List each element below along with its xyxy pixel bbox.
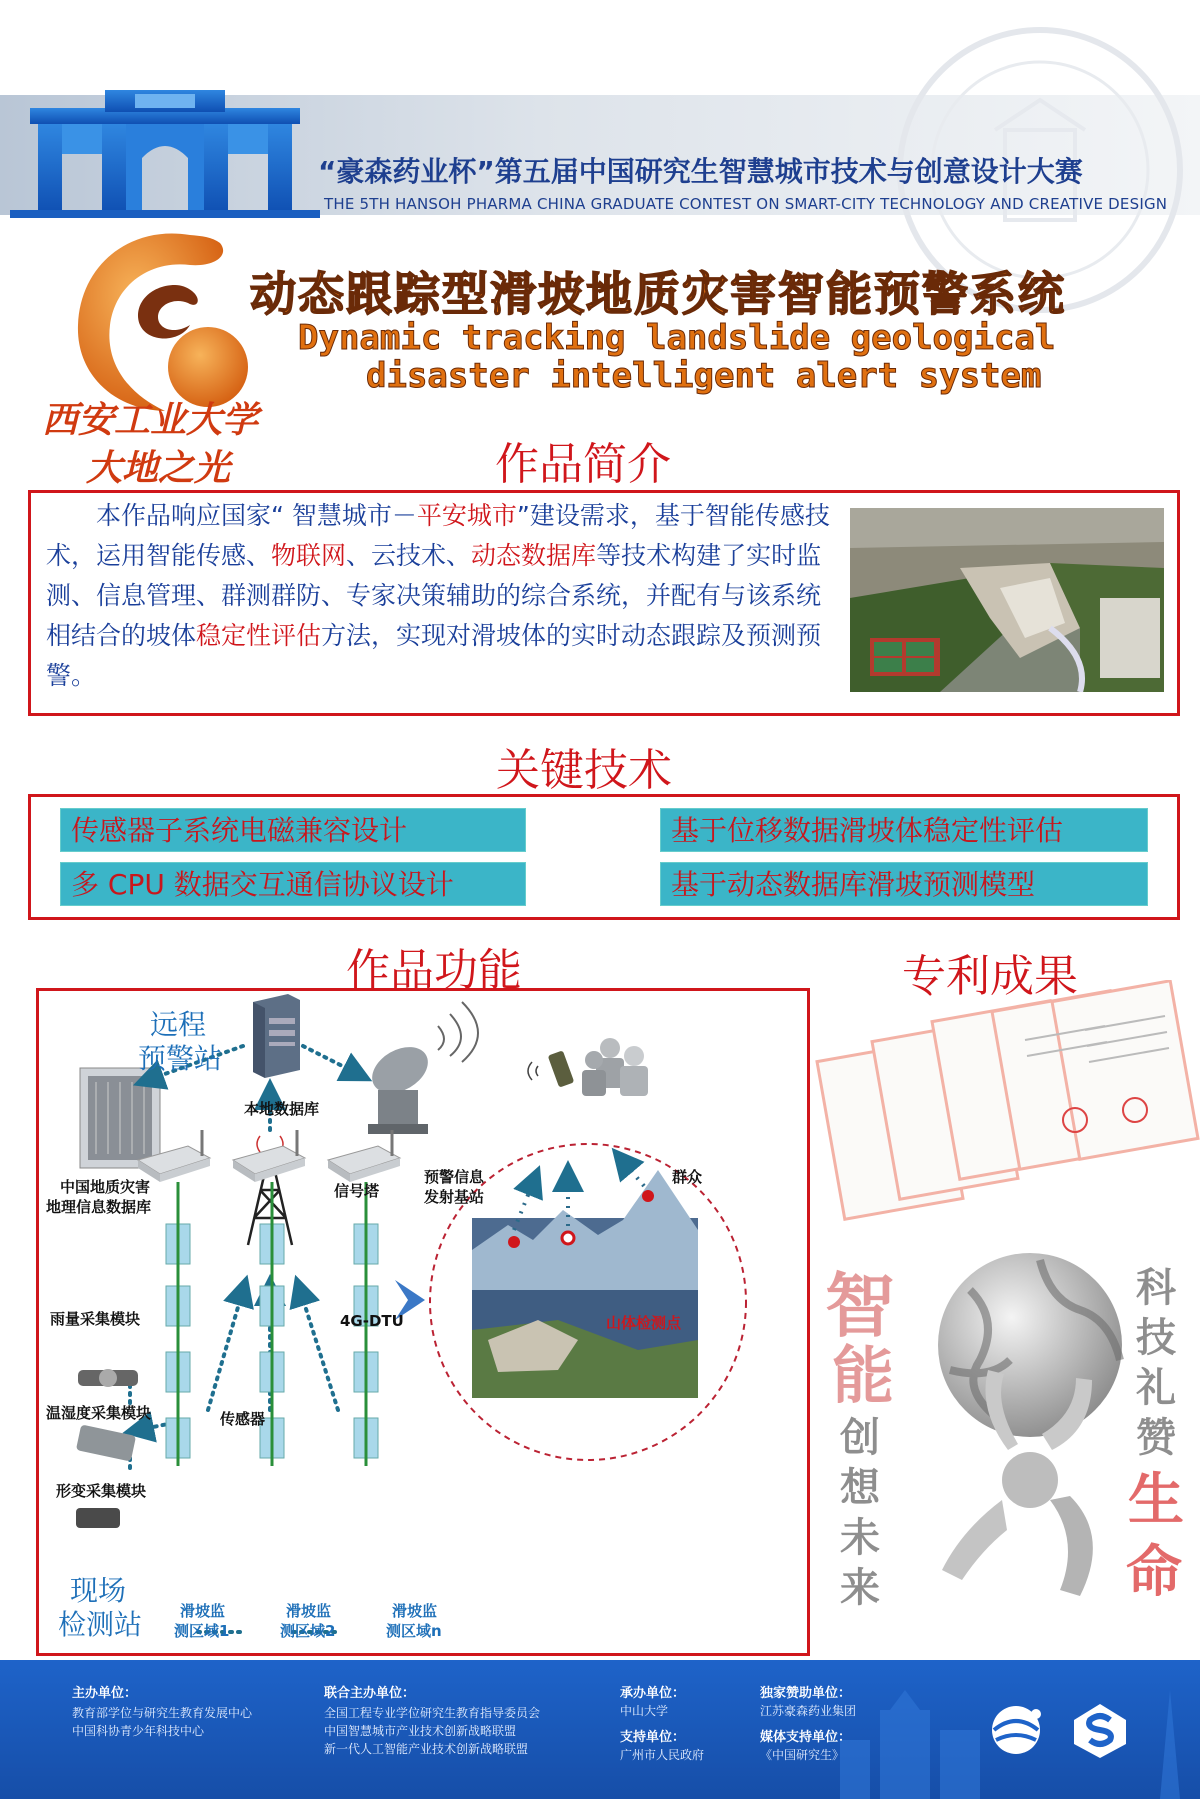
organizer-label: 承办单位： — [620, 1686, 686, 1701]
school-name: 西安工业大学 — [42, 399, 259, 441]
local-database-server-icon — [253, 994, 300, 1078]
support-line-1: 广州市人民政府 — [620, 1748, 705, 1762]
zone-2-label-a: 滑坡监 — [286, 1602, 332, 1620]
dtu-router-icon — [233, 1130, 305, 1182]
field-station-label-1: 现场 — [70, 1574, 127, 1607]
contest-globe-logo — [984, 1700, 1054, 1760]
host-label: 主办单位： — [72, 1686, 138, 1701]
key-tech-item: 基于动态数据库滑坡预测模型 — [660, 862, 1148, 906]
calligraphy-right-4: 赞 — [1136, 1414, 1176, 1461]
alert-base-label-1: 预警信息 — [424, 1168, 485, 1186]
sensor-chain-cable — [178, 1182, 366, 1466]
public-people-icon — [528, 1038, 648, 1096]
university-gate-logo — [10, 78, 320, 218]
field-station-label-2: 检测站 — [58, 1608, 143, 1641]
cohost-line-3: 新一代人工智能产业技术创新战略联盟 — [324, 1742, 529, 1756]
project-title-en-line2: disaster intelligent alert system — [366, 356, 1042, 396]
intro-text-7: 等技术构建了实时监测、信息管理、群测群防、专家决策辅助的综合系统，并配有与该系统相结合的坡体 — [46, 541, 822, 650]
calligraphy-left-5: 未 — [840, 1514, 880, 1561]
team-logo — [70, 225, 260, 415]
media-line-1: 《中国研究生》 — [760, 1748, 845, 1762]
calligraphy-left-6: 来 — [840, 1564, 880, 1611]
intro-highlight-safe-city: 平安城市 — [416, 501, 517, 530]
footer-sponsors — [0, 1660, 1200, 1799]
media-label: 媒体支持单位： — [760, 1730, 852, 1745]
system-architecture-diagram — [38, 990, 808, 1654]
intro-text-5: 、云技术、 — [346, 541, 472, 570]
calligraphy-left-2: 能 — [832, 1339, 895, 1412]
patent-certificates-image — [815, 980, 1200, 1225]
sponsor-line-1: 江苏豪森药业集团 — [760, 1704, 857, 1718]
dtu-label: 4G-DTU — [340, 1312, 404, 1330]
intro-highlight-dynamic-db: 动态数据库 — [471, 541, 597, 570]
zone-1-label-b: 测区域1 — [174, 1622, 230, 1640]
project-title-cn: 动态跟踪型滑坡地质灾害智能预警系统 — [250, 267, 1066, 321]
sponsor-label: 独家赞助单位： — [760, 1686, 852, 1701]
cohost-line-1: 全国工程专业学位研究生教育指导委员会 — [324, 1706, 541, 1720]
humidity-module-icon — [76, 1424, 136, 1461]
contest-title-cn: “豪森药业杯”第五届中国研究生智慧城市技术与创意设计大赛 — [318, 155, 1083, 188]
patent-heading: 专利成果 — [902, 951, 1078, 1002]
team-name: 大地之光 — [86, 447, 231, 489]
signal-tower-label: 信号塔 — [334, 1182, 380, 1200]
calligraphy-left-1: 智 — [825, 1264, 895, 1347]
remote-station-label-1: 远程 — [150, 1008, 207, 1041]
calligraphy-left-3: 创 — [840, 1414, 880, 1461]
calligraphy-right-1: 科 — [1136, 1264, 1176, 1311]
landslide-aerial-photo — [850, 508, 1164, 692]
intro-text-9: 方法，实现对滑坡体的实时动态跟踪及预测预警。 — [46, 621, 822, 690]
rain-module-icon — [78, 1369, 138, 1387]
calligraphy-right-6: 命 — [1126, 1539, 1182, 1605]
deformation-module-label: 形变采集模块 — [56, 1482, 147, 1500]
support-label: 支持单位： — [620, 1730, 686, 1745]
calligraphy-left-4: 想 — [840, 1464, 880, 1511]
rain-module-label: 雨量采集模块 — [50, 1310, 141, 1328]
key-tech-item: 基于位移数据滑坡体稳定性评估 — [660, 808, 1148, 852]
project-title-en-line1: Dynamic tracking landslide geological — [298, 318, 1056, 358]
function-heading: 作品功能 — [346, 945, 522, 996]
dtu-router-icon — [328, 1130, 400, 1182]
mountain-point-label: 山体检测点 — [606, 1314, 682, 1332]
deformation-module-icon — [76, 1508, 120, 1528]
humidity-module-label: 温湿度采集模块 — [46, 1404, 152, 1422]
contest-title-en: THE 5TH HANSOH PHARMA CHINA GRADUATE CONTEST ON SMART-CITY TECHNOLOGY AND CREATIVE DESIGN — [324, 195, 1168, 213]
host-line-2: 中国科协青少年科技中心 — [72, 1724, 205, 1738]
zone-n-label-b: 测区域n — [386, 1622, 442, 1640]
geo-database-server-icon — [80, 1068, 160, 1168]
zone-2-label-b: 测区域2 — [280, 1622, 336, 1640]
cohost-line-2: 中国智慧城市产业技术创新战略联盟 — [324, 1724, 517, 1738]
alert-base-station-dish-icon — [364, 1002, 478, 1134]
sensor-label: 传感器 — [220, 1410, 266, 1428]
intro-highlight-iot: 物联网 — [271, 541, 347, 570]
key-tech-item: 传感器子系统电磁兼容设计 — [60, 808, 526, 852]
local-database-label: 本地数据库 — [244, 1100, 320, 1118]
remote-station-label-2: 预警站 — [138, 1042, 223, 1075]
public-label: 群众 — [672, 1168, 703, 1186]
intro-text-1: 本作品响应国家“ 智慧城市－ — [96, 501, 417, 530]
cohost-label: 联合主办单位： — [324, 1686, 416, 1701]
zone-n-label-a: 滑坡监 — [392, 1602, 438, 1620]
intro-paragraph — [46, 496, 838, 696]
organizer-line-1: 中山大学 — [620, 1704, 669, 1718]
calligraphy-right-5: 生 — [1128, 1467, 1184, 1533]
intro-highlight-stability: 稳定性评估 — [196, 621, 322, 650]
alert-base-label-2: 发射基站 — [424, 1188, 485, 1206]
key-tech-heading: 关键技术 — [496, 745, 672, 796]
sponsor-s-logo — [1068, 1700, 1132, 1760]
intro-heading: 作品简介 — [495, 439, 671, 490]
intro-text-3: ”建设需求，基于智能传感技术，运用智能传感、 — [46, 501, 830, 570]
host-line-1: 教育部学位与研究生教育发展中心 — [72, 1706, 253, 1720]
calligraphy-right-3: 礼 — [1136, 1364, 1176, 1411]
calligraphy-right-2: 技 — [1136, 1314, 1176, 1361]
key-tech-item: 多 CPU 数据交互通信协议设计 — [60, 862, 526, 906]
zone-1-label-a: 滑坡监 — [180, 1602, 226, 1620]
geo-database-label-1: 中国地质灾害 — [60, 1178, 151, 1196]
geo-database-label-2: 地理信息数据库 — [46, 1198, 152, 1216]
